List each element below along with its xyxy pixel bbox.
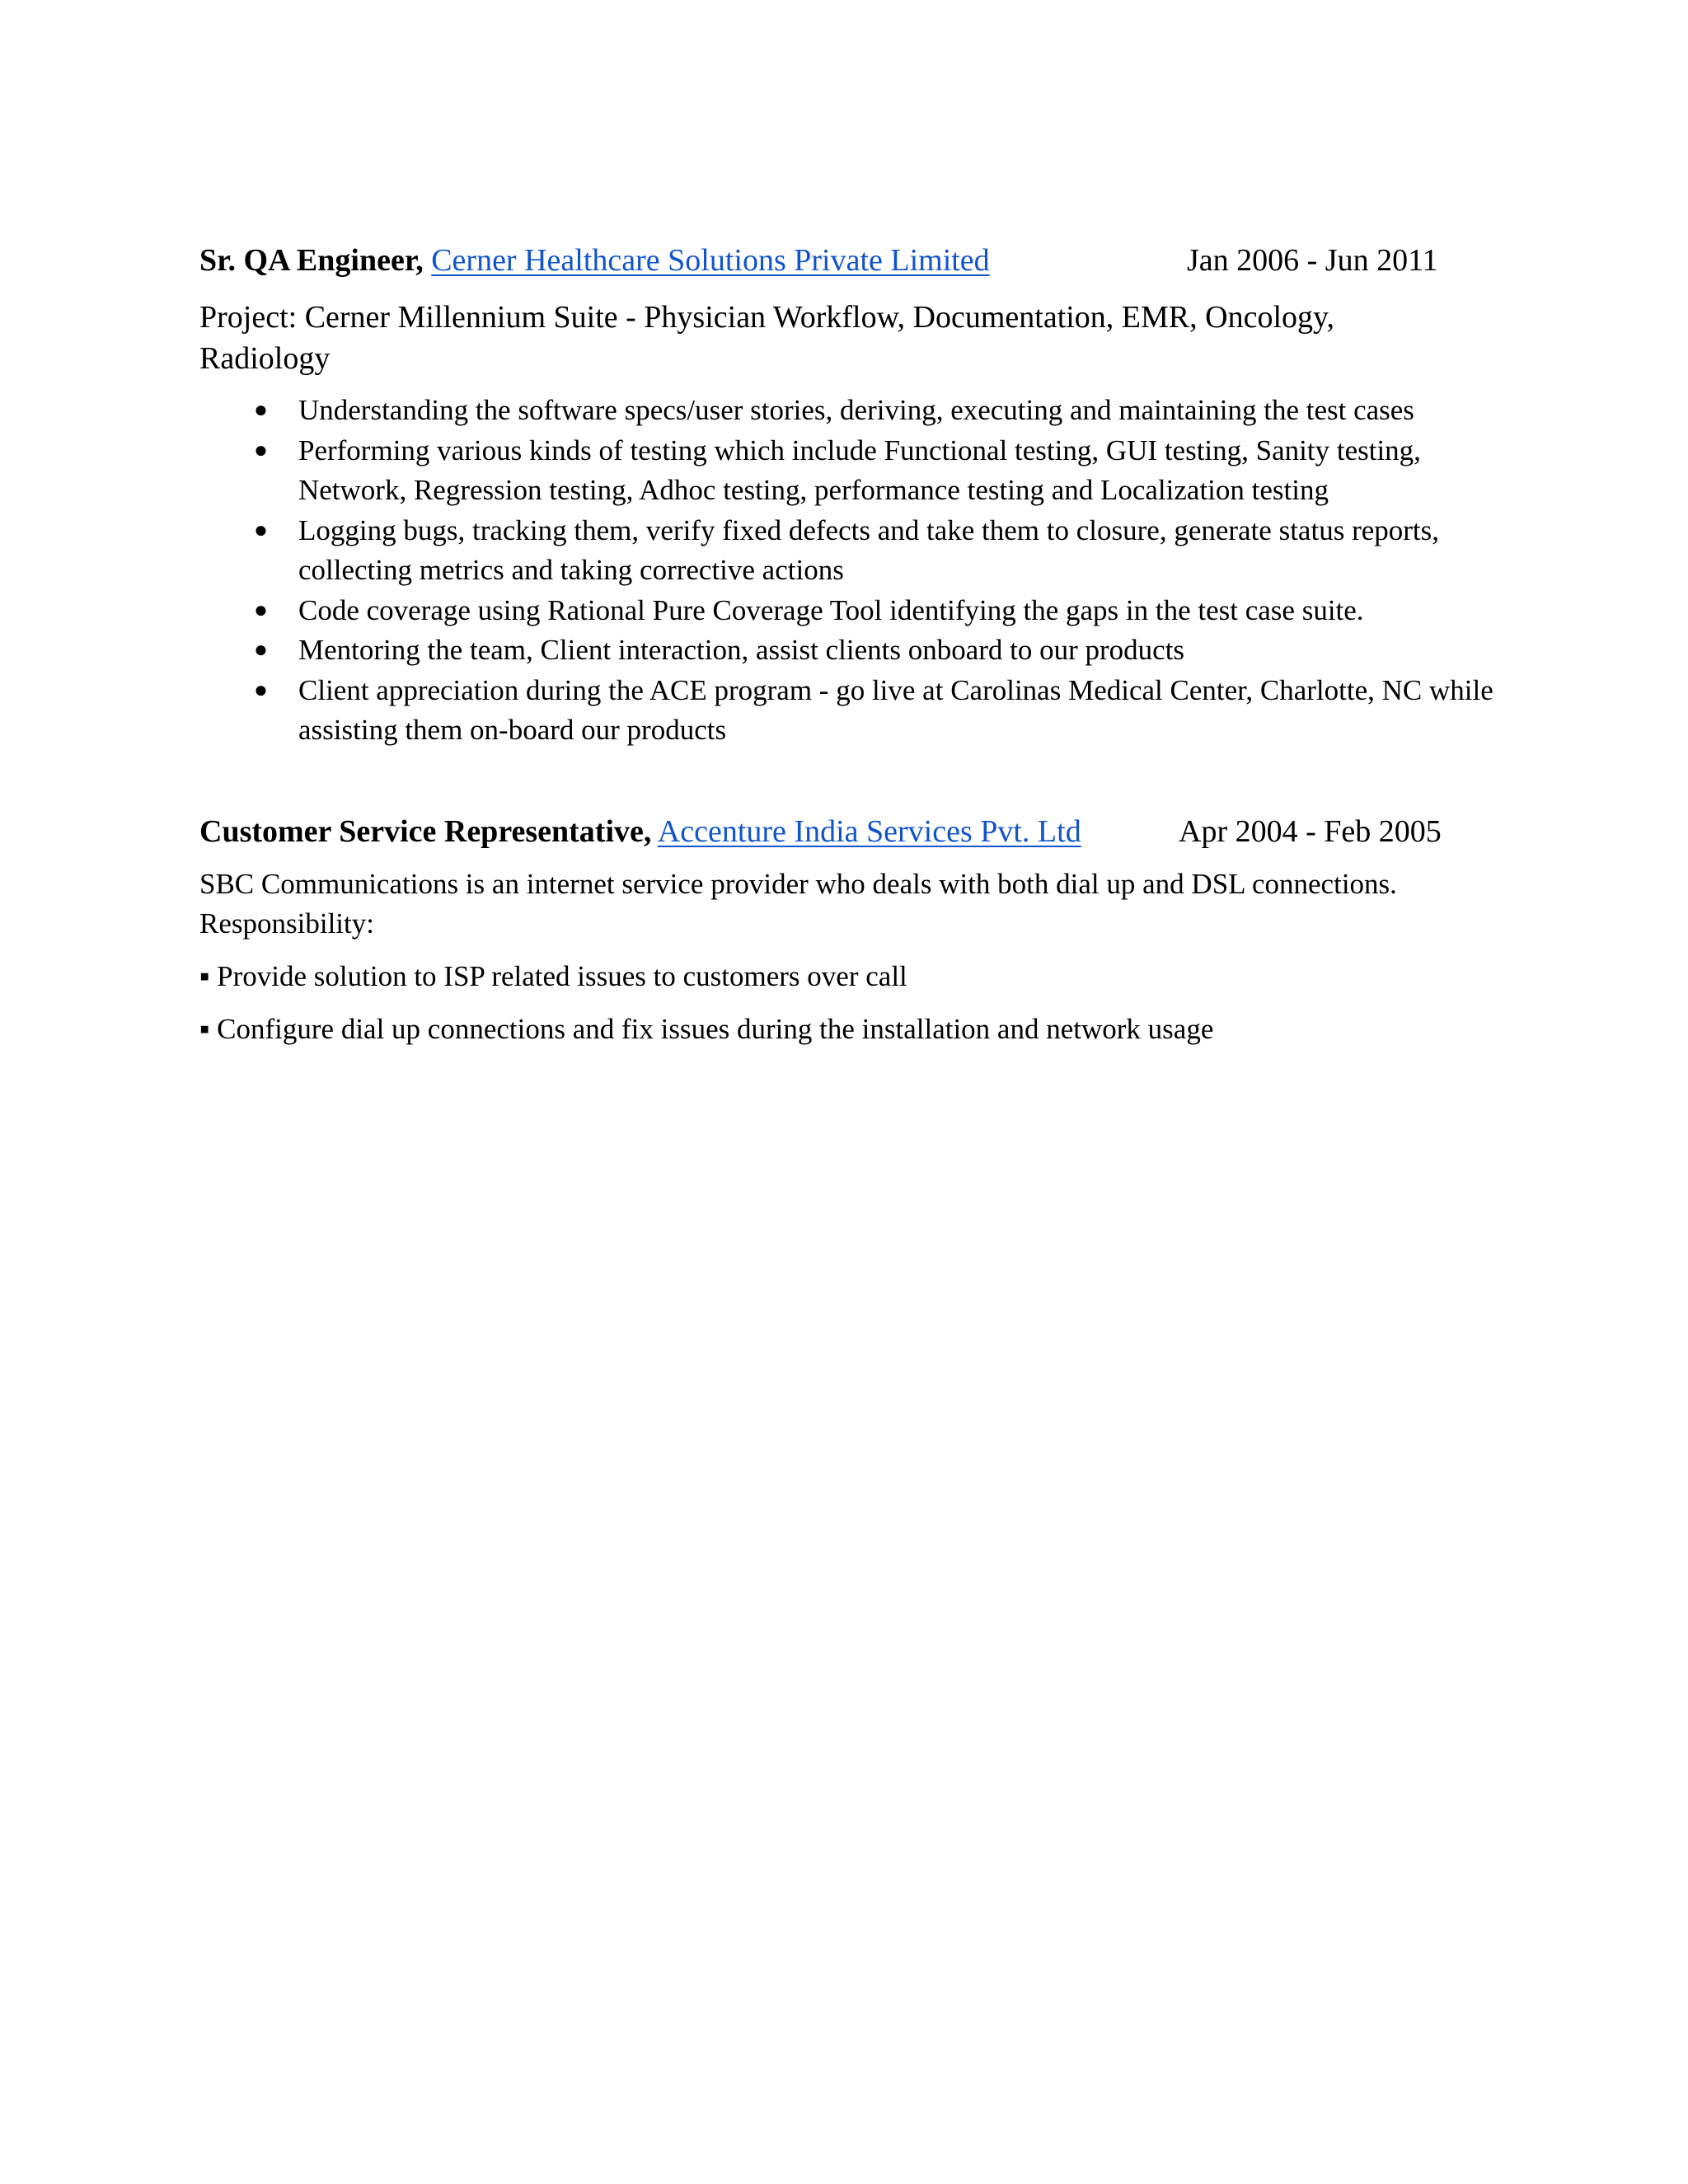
project-line: Project: Cerner Millennium Suite - Physician Workflow, Documentation, EMR, Oncology,: [199, 300, 1335, 335]
list-item-text: Code coverage using Rational Pure Coverage Tool identifying the gaps in the test case suite.: [298, 593, 1364, 626]
list-item-text: Mentoring the team, Client interaction, assist clients onboard to our products: [298, 634, 1185, 666]
job-header: [199, 239, 1502, 282]
job-title: Sr. QA Engineer,: [199, 243, 424, 278]
bullet-icon: ●: [254, 397, 268, 423]
list-item: [199, 671, 1502, 751]
job-section-cerner: [199, 239, 1502, 751]
list-item: ▪ Configure dial up connections and fix issues during the installation and network usage: [199, 1012, 1214, 1045]
list-item: ▪ Provide solution to ISP related issues to customers over call: [199, 959, 907, 992]
bullet-icon: ●: [254, 637, 268, 663]
list-item-text: Logging bugs, tracking them, verify fixed defects and take them to closure, generate status reports, collecting metrics and taking corrective actions: [298, 513, 1440, 586]
list-item: [199, 391, 1502, 431]
resume-page: [199, 239, 1502, 1049]
list-item: [199, 630, 1502, 671]
job-dates: Apr 2004 - Feb 2005: [1179, 813, 1442, 849]
bullet-icon: ●: [254, 597, 268, 623]
list-item: [199, 591, 1502, 631]
job-title: Customer Service Representative,: [199, 813, 652, 849]
list-item-text: Understanding the software specs/user stories, deriving, executing and maintaining the test cases: [298, 394, 1414, 426]
description-line: SBC Communications is an internet service provider who deals with both dial up and DSL connections.: [199, 867, 1397, 900]
list-item-text: Client appreciation during the ACE program - go live at Carolinas Medical Center, Charlotte, NC while assisting them on-board our products: [298, 673, 1493, 746]
responsibility-list: [199, 391, 1502, 751]
project-description: [199, 297, 1502, 379]
list-item-text: Performing various kinds of testing which include Functional testing, GUI testing, Sanity testing, Network, Regression testing, Adhoc testing, performance testing and Localization testing: [298, 434, 1421, 506]
bullet-icon: ●: [254, 677, 268, 703]
company-link[interactable]: Cerner Healthcare Solutions Private Limited: [431, 243, 990, 278]
job-header: [199, 810, 1502, 853]
company-link[interactable]: Accenture India Services Pvt. Ltd: [657, 813, 1081, 849]
list-item: [199, 511, 1502, 591]
bullet-icon: ●: [254, 437, 268, 463]
job-section-accenture: [199, 810, 1502, 1049]
list-item: [199, 431, 1502, 511]
job-dates: Jan 2006 - Jun 2011: [1187, 243, 1438, 278]
bullet-icon: ●: [254, 517, 268, 543]
responsibility-heading: Responsibility:: [199, 907, 374, 940]
project-line: Radiology: [199, 341, 331, 376]
company-description: [199, 865, 1502, 944]
